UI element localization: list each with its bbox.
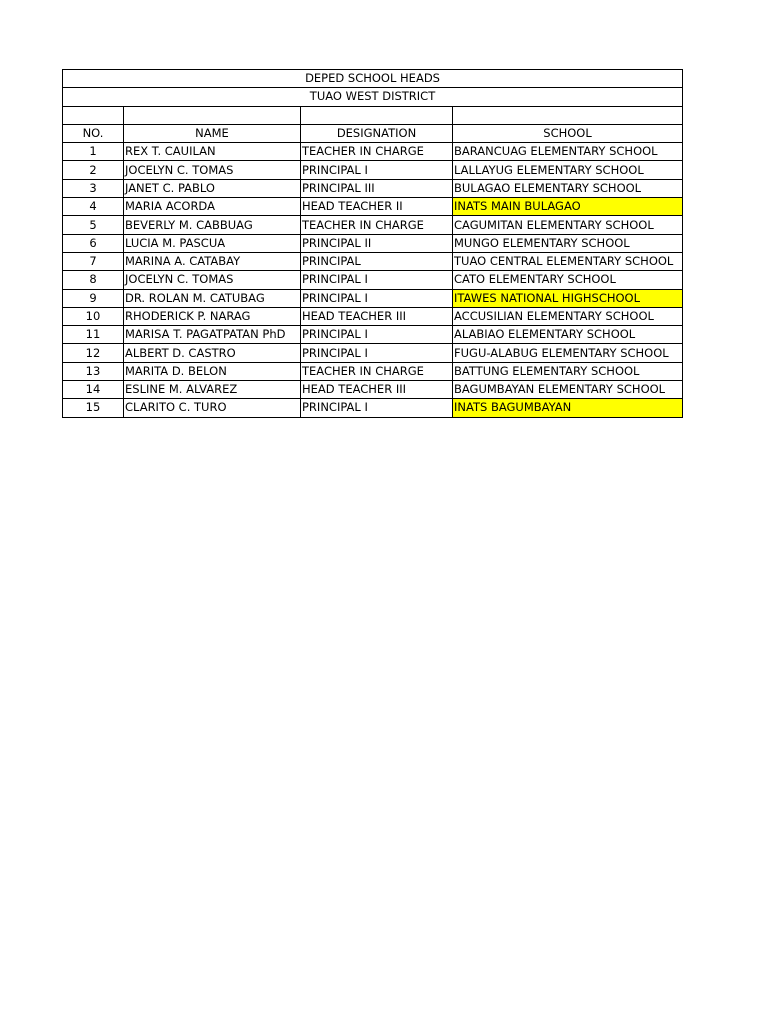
table-row [63, 143, 683, 161]
column-header-name: NAME [124, 124, 301, 142]
cell-name: MARITA D. BELON [124, 362, 301, 380]
cell-school: LALLAYUG ELEMENTARY SCHOOL [453, 161, 683, 179]
table-row [63, 344, 683, 362]
cell-no: 11 [63, 326, 124, 344]
cell-name: DR. ROLAN M. CATUBAG [124, 289, 301, 307]
column-header-designation: DESIGNATION [301, 124, 453, 142]
column-header-no: NO. [63, 124, 124, 142]
cell-no: 2 [63, 161, 124, 179]
empty-cell [453, 106, 683, 124]
cell-no: 8 [63, 271, 124, 289]
cell-school: ITAWES NATIONAL HIGHSCHOOL [453, 289, 683, 307]
cell-designation: TEACHER IN CHARGE [301, 362, 453, 380]
cell-no: 14 [63, 381, 124, 399]
table-row [63, 216, 683, 234]
cell-school: BATTUNG ELEMENTARY SCHOOL [453, 362, 683, 380]
cell-name: JOCELYN C. TOMAS [124, 161, 301, 179]
cell-designation: HEAD TEACHER II [301, 198, 453, 216]
cell-name: REX T. CAUILAN [124, 143, 301, 161]
cell-designation: PRINCIPAL [301, 252, 453, 270]
cell-name: MARIA ACORDA [124, 198, 301, 216]
cell-no: 3 [63, 179, 124, 197]
cell-name: RHODERICK P. NARAG [124, 307, 301, 325]
table-row [63, 271, 683, 289]
cell-school: INATS MAIN BULAGAO [453, 198, 683, 216]
cell-school: BAGUMBAYAN ELEMENTARY SCHOOL [453, 381, 683, 399]
cell-name: CLARITO C. TURO [124, 399, 301, 417]
column-header-school: SCHOOL [453, 124, 683, 142]
cell-no: 5 [63, 216, 124, 234]
table-row [63, 161, 683, 179]
table-row [63, 289, 683, 307]
cell-school: ACCUSILIAN ELEMENTARY SCHOOL [453, 307, 683, 325]
cell-school: CAGUMITAN ELEMENTARY SCHOOL [453, 216, 683, 234]
cell-designation: PRINCIPAL II [301, 234, 453, 252]
table-row [63, 252, 683, 270]
cell-school: ALABIAO ELEMENTARY SCHOOL [453, 326, 683, 344]
cell-no: 9 [63, 289, 124, 307]
table-row [63, 198, 683, 216]
district-row [63, 88, 683, 106]
document-title: DEPED SCHOOL HEADS [63, 70, 683, 88]
table-row [63, 399, 683, 417]
table-row [63, 234, 683, 252]
cell-name: ESLINE M. ALVAREZ [124, 381, 301, 399]
cell-no: 13 [63, 362, 124, 380]
cell-school: FUGU-ALABUG ELEMENTARY SCHOOL [453, 344, 683, 362]
spacer-row [63, 106, 683, 124]
cell-name: JOCELYN C. TOMAS [124, 271, 301, 289]
cell-designation: PRINCIPAL III [301, 179, 453, 197]
header-row [63, 124, 683, 142]
table-row [63, 307, 683, 325]
cell-designation: PRINCIPAL I [301, 344, 453, 362]
empty-cell [63, 106, 124, 124]
table-row [63, 362, 683, 380]
cell-designation: HEAD TEACHER III [301, 307, 453, 325]
cell-school: MUNGO ELEMENTARY SCHOOL [453, 234, 683, 252]
empty-cell [124, 106, 301, 124]
empty-cell [301, 106, 453, 124]
cell-designation: HEAD TEACHER III [301, 381, 453, 399]
school-heads-table [62, 69, 683, 418]
cell-no: 15 [63, 399, 124, 417]
cell-school: BARANCUAG ELEMENTARY SCHOOL [453, 143, 683, 161]
cell-designation: PRINCIPAL I [301, 161, 453, 179]
cell-no: 10 [63, 307, 124, 325]
cell-designation: PRINCIPAL I [301, 326, 453, 344]
cell-designation: TEACHER IN CHARGE [301, 143, 453, 161]
title-row [63, 70, 683, 88]
cell-no: 6 [63, 234, 124, 252]
school-heads-sheet [62, 69, 682, 418]
cell-no: 4 [63, 198, 124, 216]
cell-name: MARISA T. PAGATPATAN PhD [124, 326, 301, 344]
cell-no: 12 [63, 344, 124, 362]
cell-designation: PRINCIPAL I [301, 399, 453, 417]
cell-name: ALBERT D. CASTRO [124, 344, 301, 362]
table-body [63, 70, 683, 418]
table-row [63, 381, 683, 399]
cell-designation: TEACHER IN CHARGE [301, 216, 453, 234]
table-row [63, 179, 683, 197]
cell-designation: PRINCIPAL I [301, 289, 453, 307]
cell-name: BEVERLY M. CABBUAG [124, 216, 301, 234]
cell-school: CATO ELEMENTARY SCHOOL [453, 271, 683, 289]
cell-no: 1 [63, 143, 124, 161]
cell-school: TUAO CENTRAL ELEMENTARY SCHOOL [453, 252, 683, 270]
cell-name: JANET C. PABLO [124, 179, 301, 197]
cell-no: 7 [63, 252, 124, 270]
district-name: TUAO WEST DISTRICT [63, 88, 683, 106]
table-row [63, 326, 683, 344]
cell-designation: PRINCIPAL I [301, 271, 453, 289]
cell-school: BULAGAO ELEMENTARY SCHOOL [453, 179, 683, 197]
cell-name: MARINA A. CATABAY [124, 252, 301, 270]
cell-school: INATS BAGUMBAYAN [453, 399, 683, 417]
cell-name: LUCIA M. PASCUA [124, 234, 301, 252]
